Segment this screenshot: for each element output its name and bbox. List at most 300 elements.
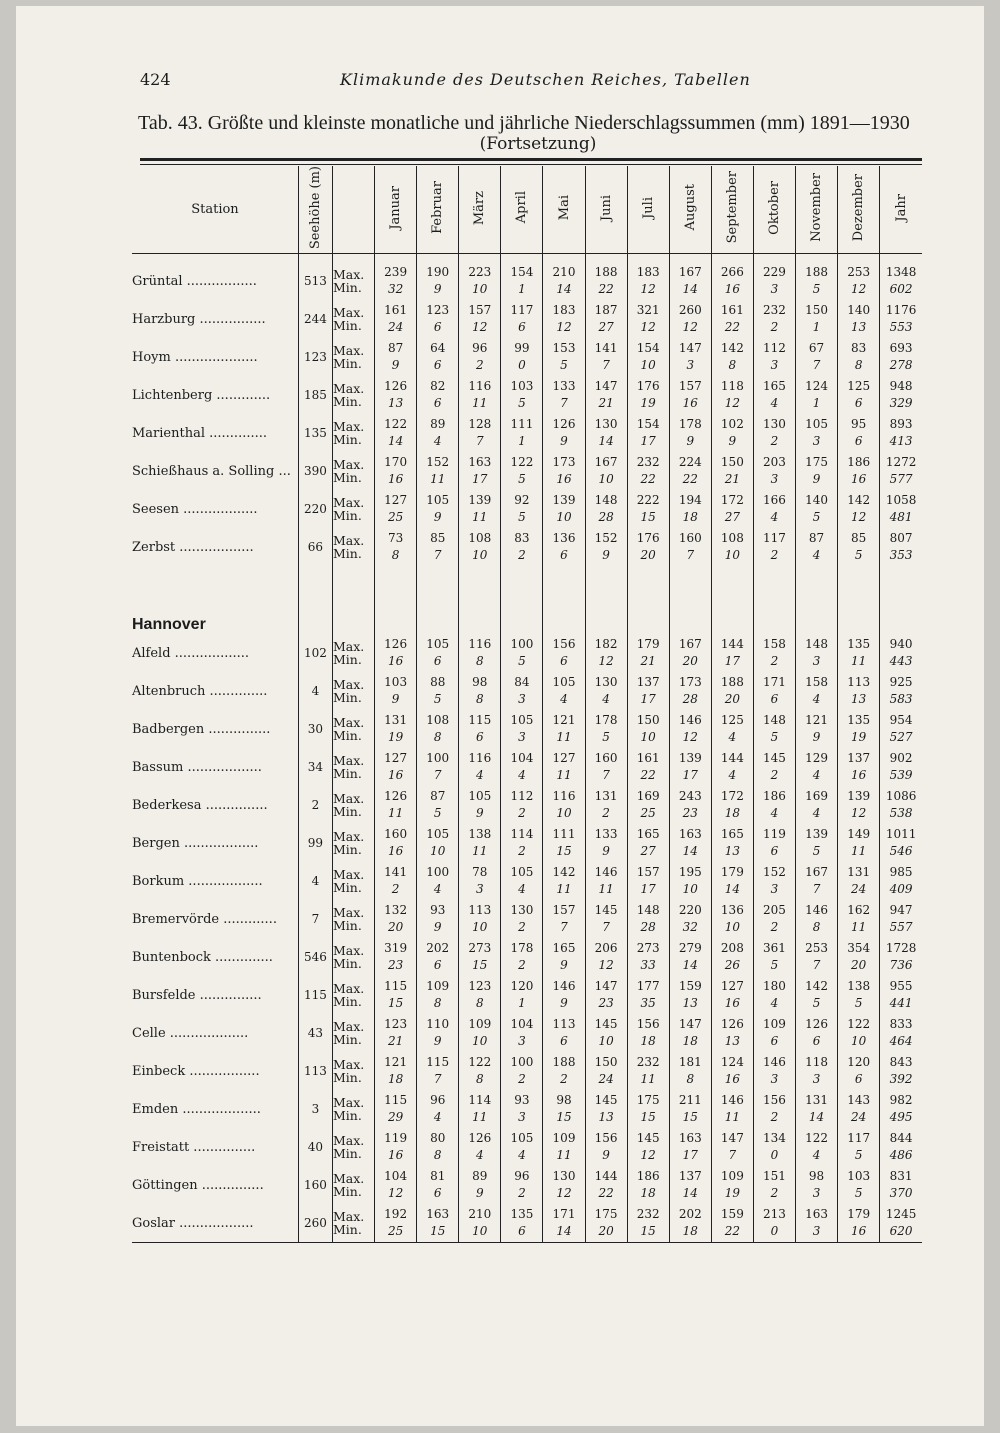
max-value: 116 (468, 751, 492, 766)
min-value: 6 (433, 320, 442, 335)
min-value: 12 (598, 654, 614, 669)
min-value: 12 (682, 320, 698, 335)
value-cell (838, 672, 880, 710)
max-value: 232 (763, 303, 786, 318)
max-value: 188 (720, 675, 744, 690)
min-value: 2 (770, 320, 779, 335)
value-cell (501, 1014, 543, 1052)
max-value: 105 (510, 713, 534, 728)
min-value: 20 (598, 1224, 614, 1239)
value-cell (459, 634, 501, 672)
value-cell (880, 1128, 922, 1166)
value-cell (669, 1014, 711, 1052)
min-value: 13 (851, 320, 867, 335)
max-value: 192 (384, 1207, 408, 1222)
min-value: 0 (770, 1224, 779, 1239)
max-value: 122 (847, 1017, 871, 1032)
min-value: 20 (640, 548, 656, 563)
min-value: 8 (854, 358, 863, 373)
min-value: 2 (475, 358, 484, 373)
value-cell (543, 900, 585, 938)
min-value: 17 (640, 692, 656, 707)
max-value: 100 (426, 865, 450, 880)
min-value: 17 (640, 434, 656, 449)
value-cell (501, 1204, 543, 1243)
max-value: 82 (430, 379, 446, 394)
value-cell (753, 976, 795, 1014)
min-value: 10 (598, 472, 614, 487)
max-value: 126 (720, 1017, 744, 1032)
min-value: 0 (518, 358, 526, 373)
min-value: 10 (472, 1224, 488, 1239)
max-value: 177 (636, 979, 660, 994)
value-cell (627, 338, 669, 376)
station-row (132, 976, 922, 1014)
max-value: 232 (636, 1055, 660, 1070)
min-label: Min. (332, 432, 362, 448)
min-value: 546 (889, 844, 913, 859)
value-cell (753, 1128, 795, 1166)
max-value: 100 (426, 751, 450, 766)
max-value: 146 (805, 903, 829, 918)
station-row (132, 900, 922, 938)
min-value: 4 (602, 692, 610, 707)
value-cell (375, 862, 417, 900)
min-value: 6 (770, 844, 779, 859)
month-header: Juni (585, 166, 627, 254)
max-value: 166 (763, 493, 786, 508)
max-value: 123 (468, 979, 492, 994)
value-cell (417, 528, 459, 566)
value-cell (669, 338, 711, 376)
min-value: 9 (433, 510, 442, 525)
min-label: Min. (332, 1108, 362, 1124)
value-cell (417, 862, 459, 900)
value-cell (585, 452, 627, 490)
value-cell (417, 976, 459, 1014)
value-cell (459, 338, 501, 376)
min-value: 8 (475, 692, 484, 707)
value-cell (585, 786, 627, 824)
value-cell (585, 1128, 627, 1166)
min-value: 12 (640, 1148, 656, 1163)
max-value: 145 (594, 1017, 618, 1032)
max-value: 807 (889, 531, 913, 546)
value-cell (753, 414, 795, 452)
value-cell (669, 376, 711, 414)
value-cell (753, 786, 795, 824)
max-value: 144 (720, 637, 744, 652)
min-value: 7 (433, 548, 442, 563)
min-value: 7 (560, 920, 568, 935)
min-value: 13 (387, 396, 404, 411)
value-cell (669, 938, 711, 976)
min-value: 8 (433, 1148, 442, 1163)
min-value: 24 (851, 1110, 867, 1125)
value-cell (585, 1014, 627, 1052)
value-cell (459, 452, 501, 490)
value-cell (796, 824, 838, 862)
value-cell (711, 1090, 753, 1128)
min-value: 2 (518, 844, 526, 859)
min-value: 11 (556, 1148, 572, 1163)
max-value: 122 (805, 1131, 829, 1146)
value-cell (417, 1052, 459, 1090)
min-value: 12 (724, 396, 741, 411)
value-cell (669, 1204, 711, 1243)
station-name: Borkum .................. (132, 873, 263, 889)
max-value: 116 (468, 379, 492, 394)
max-label: Max. (332, 305, 365, 321)
min-value: 14 (808, 1110, 825, 1125)
station-row (132, 748, 922, 786)
max-label: Max. (332, 753, 365, 769)
max-value: 893 (889, 417, 913, 432)
max-value: 146 (678, 713, 702, 728)
max-value: 115 (384, 979, 408, 994)
max-value: 1086 (885, 789, 917, 804)
value-cell (627, 300, 669, 338)
max-value: 145 (594, 903, 618, 918)
value-cell (711, 414, 753, 452)
value-cell (669, 1166, 711, 1204)
min-value: 4 (728, 768, 737, 783)
max-value: 150 (805, 303, 829, 318)
value-cell (459, 900, 501, 938)
value-cell (838, 710, 880, 748)
value-cell (543, 1204, 585, 1243)
value-cell (796, 376, 838, 414)
max-value: 1348 (885, 265, 917, 280)
value-cell (669, 824, 711, 862)
max-value: 171 (552, 1207, 576, 1222)
value-cell (711, 1166, 753, 1204)
max-value: 188 (805, 265, 829, 280)
value-cell (753, 490, 795, 528)
max-value: 148 (636, 903, 660, 918)
max-value: 105 (426, 827, 450, 842)
value-cell (669, 452, 711, 490)
value-cell (838, 300, 880, 338)
min-value: 18 (682, 1224, 698, 1239)
max-label: Max. (332, 495, 365, 511)
min-value: 8 (475, 654, 484, 669)
min-value: 3 (770, 1072, 779, 1087)
max-value: 181 (678, 1055, 702, 1070)
max-value: 139 (678, 751, 702, 766)
min-value: 17 (682, 768, 698, 783)
max-value: 167 (678, 265, 702, 280)
min-value: 2 (770, 654, 779, 669)
min-value: 392 (889, 1072, 913, 1087)
min-value: 11 (851, 920, 867, 935)
min-value: 11 (724, 1110, 741, 1125)
maxmin-label (332, 1052, 374, 1090)
min-value: 9 (475, 1186, 484, 1201)
value-cell (459, 786, 501, 824)
min-value: 16 (387, 768, 404, 783)
min-value: 4 (812, 692, 821, 707)
max-value: 179 (847, 1207, 871, 1222)
max-value: 148 (763, 713, 786, 728)
value-cell (796, 786, 838, 824)
min-value: 4 (812, 768, 821, 783)
max-value: 154 (636, 341, 660, 356)
station-row (132, 1090, 922, 1128)
max-label: Max. (332, 639, 365, 655)
station-name: Buntenbock .............. (132, 949, 273, 965)
value-cell (585, 490, 627, 528)
max-value: 104 (510, 751, 534, 766)
value-cell (753, 1052, 795, 1090)
value-cell (585, 748, 627, 786)
value-cell (880, 376, 922, 414)
station-name: Bassum .................. (132, 759, 262, 775)
max-value: 127 (720, 979, 744, 994)
station-name: Freistatt ............... (132, 1139, 256, 1155)
min-label: Min. (332, 508, 362, 524)
value-cell (375, 490, 417, 528)
min-value: 2 (518, 548, 526, 563)
max-value: 145 (763, 751, 786, 766)
value-cell (627, 414, 669, 452)
station-height: 66 (298, 528, 332, 566)
value-cell (417, 748, 459, 786)
max-value: 112 (763, 341, 786, 356)
value-cell (796, 262, 838, 300)
max-value: 87 (808, 531, 825, 546)
station-name: Badbergen ............... (132, 721, 271, 737)
max-value: 109 (426, 979, 450, 994)
value-cell (627, 490, 669, 528)
month-header: Januar (375, 166, 417, 254)
min-value: 22 (640, 768, 656, 783)
value-cell (375, 672, 417, 710)
max-value: 98 (556, 1093, 572, 1108)
max-value: 84 (514, 675, 530, 690)
min-value: 4 (770, 996, 779, 1011)
min-value: 3 (475, 882, 484, 897)
value-cell (501, 976, 543, 1014)
min-value: 11 (472, 1110, 488, 1125)
max-value: 157 (678, 379, 702, 394)
max-value: 117 (847, 1131, 871, 1146)
station-name: Göttingen ............... (132, 1177, 264, 1193)
min-value: 620 (889, 1224, 913, 1239)
value-cell (711, 528, 753, 566)
min-value: 13 (682, 996, 698, 1011)
value-cell (669, 1128, 711, 1166)
max-value: 266 (720, 265, 744, 280)
max-value: 119 (763, 827, 786, 842)
min-value: 6 (770, 1034, 779, 1049)
max-label: Max. (332, 533, 365, 549)
value-cell (501, 452, 543, 490)
station-row (132, 786, 922, 824)
max-value: 159 (720, 1207, 744, 1222)
min-value: 14 (556, 282, 572, 297)
station-name: Emden ................... (132, 1101, 261, 1117)
max-value: 154 (510, 265, 534, 280)
maxmin-label (332, 528, 374, 566)
max-value: 147 (594, 379, 618, 394)
min-value: 9 (560, 958, 568, 973)
max-value: 95 (851, 417, 867, 432)
min-label: Min. (332, 356, 362, 372)
month-header: Dezember (838, 166, 880, 254)
value-cell (627, 976, 669, 1014)
max-value: 150 (594, 1055, 618, 1070)
value-cell (753, 376, 795, 414)
max-value: 122 (384, 417, 408, 432)
max-value: 955 (889, 979, 913, 994)
min-value: 20 (724, 692, 741, 707)
max-value: 157 (468, 303, 492, 318)
station-name: Harzburg ................ (132, 311, 266, 327)
station-row (132, 672, 922, 710)
maxmin-label (332, 1204, 374, 1243)
min-value: 14 (387, 434, 404, 449)
value-cell (627, 824, 669, 862)
max-value: 232 (636, 455, 660, 470)
max-value: 127 (552, 751, 576, 766)
station-name: Altenbruch .............. (132, 683, 268, 699)
value-cell (627, 862, 669, 900)
value-cell (838, 824, 880, 862)
value-cell (543, 786, 585, 824)
value-cell (501, 338, 543, 376)
value-cell (501, 414, 543, 452)
min-value: 527 (889, 730, 913, 745)
max-value: 1058 (885, 493, 917, 508)
max-label: Max. (332, 343, 365, 359)
min-value: 3 (518, 730, 526, 745)
min-label: Min. (332, 728, 362, 744)
min-value: 11 (387, 806, 404, 821)
station-row (132, 414, 922, 452)
max-value: 224 (678, 455, 702, 470)
min-value: 5 (602, 730, 610, 745)
month-header: Mai (543, 166, 585, 254)
max-value: 843 (889, 1055, 913, 1070)
min-value: 583 (889, 692, 913, 707)
max-value: 211 (678, 1093, 702, 1108)
max-value: 135 (510, 1207, 534, 1222)
min-value: 3 (770, 282, 779, 297)
max-value: 102 (720, 417, 744, 432)
max-value: 1272 (885, 455, 917, 470)
min-value: 736 (889, 958, 913, 973)
value-cell (796, 1204, 838, 1243)
max-value: 148 (805, 637, 829, 652)
max-value: 163 (678, 1131, 702, 1146)
top-rule-thin (140, 164, 922, 165)
value-cell (838, 786, 880, 824)
max-value: 147 (678, 341, 702, 356)
station-row (132, 1166, 922, 1204)
min-value: 16 (724, 996, 741, 1011)
maxmin-label (332, 300, 374, 338)
min-value: 24 (851, 882, 867, 897)
maxmin-label (332, 452, 374, 490)
value-cell (585, 1166, 627, 1204)
max-value: 109 (552, 1131, 576, 1146)
max-value: 161 (636, 751, 660, 766)
value-cell (880, 262, 922, 300)
station-name: Goslar .................. (132, 1215, 254, 1231)
min-value: 23 (682, 806, 698, 821)
value-cell (753, 338, 795, 376)
max-value: 141 (384, 865, 408, 880)
max-label: Max. (332, 381, 365, 397)
month-header: April (501, 166, 543, 254)
max-value: 96 (472, 341, 488, 356)
min-value: 1 (812, 320, 821, 335)
value-cell (417, 262, 459, 300)
max-value: 110 (426, 1017, 450, 1032)
value-cell (585, 338, 627, 376)
min-value: 5 (854, 1148, 863, 1163)
max-value: 273 (636, 941, 660, 956)
max-value: 142 (805, 979, 829, 994)
min-value: 6 (433, 396, 442, 411)
max-value: 126 (384, 637, 408, 652)
value-cell (543, 710, 585, 748)
value-cell (375, 1014, 417, 1052)
min-value: 25 (640, 806, 656, 821)
min-value: 5 (812, 996, 821, 1011)
min-value: 26 (724, 958, 741, 973)
min-value: 7 (433, 768, 442, 783)
min-value: 23 (598, 996, 614, 1011)
value-cell (375, 414, 417, 452)
min-value: 602 (889, 282, 913, 297)
value-cell (711, 634, 753, 672)
min-value: 17 (724, 654, 741, 669)
min-value: 14 (682, 1186, 698, 1201)
station-height: 113 (298, 1052, 332, 1090)
value-cell (838, 1052, 880, 1090)
value-cell (627, 1052, 669, 1090)
value-cell (585, 710, 627, 748)
value-cell (501, 938, 543, 976)
max-value: 116 (468, 637, 492, 652)
max-value: 103 (847, 1169, 871, 1184)
max-value: 162 (847, 903, 871, 918)
value-cell (543, 338, 585, 376)
value-cell (501, 1090, 543, 1128)
min-value: 16 (682, 396, 698, 411)
value-cell (543, 1090, 585, 1128)
value-cell (753, 300, 795, 338)
min-value: 9 (391, 692, 400, 707)
min-value: 553 (889, 320, 913, 335)
value-cell (375, 338, 417, 376)
min-value: 35 (640, 996, 656, 1011)
min-value: 8 (812, 920, 821, 935)
value-cell (753, 634, 795, 672)
max-value: 121 (805, 713, 829, 728)
min-value: 3 (686, 358, 695, 373)
value-cell (627, 786, 669, 824)
max-value: 165 (636, 827, 660, 842)
station-row (132, 262, 922, 300)
min-value: 20 (682, 654, 698, 669)
max-value: 88 (430, 675, 446, 690)
max-value: 157 (636, 865, 660, 880)
min-value: 27 (598, 320, 614, 335)
max-value: 1176 (885, 303, 917, 318)
